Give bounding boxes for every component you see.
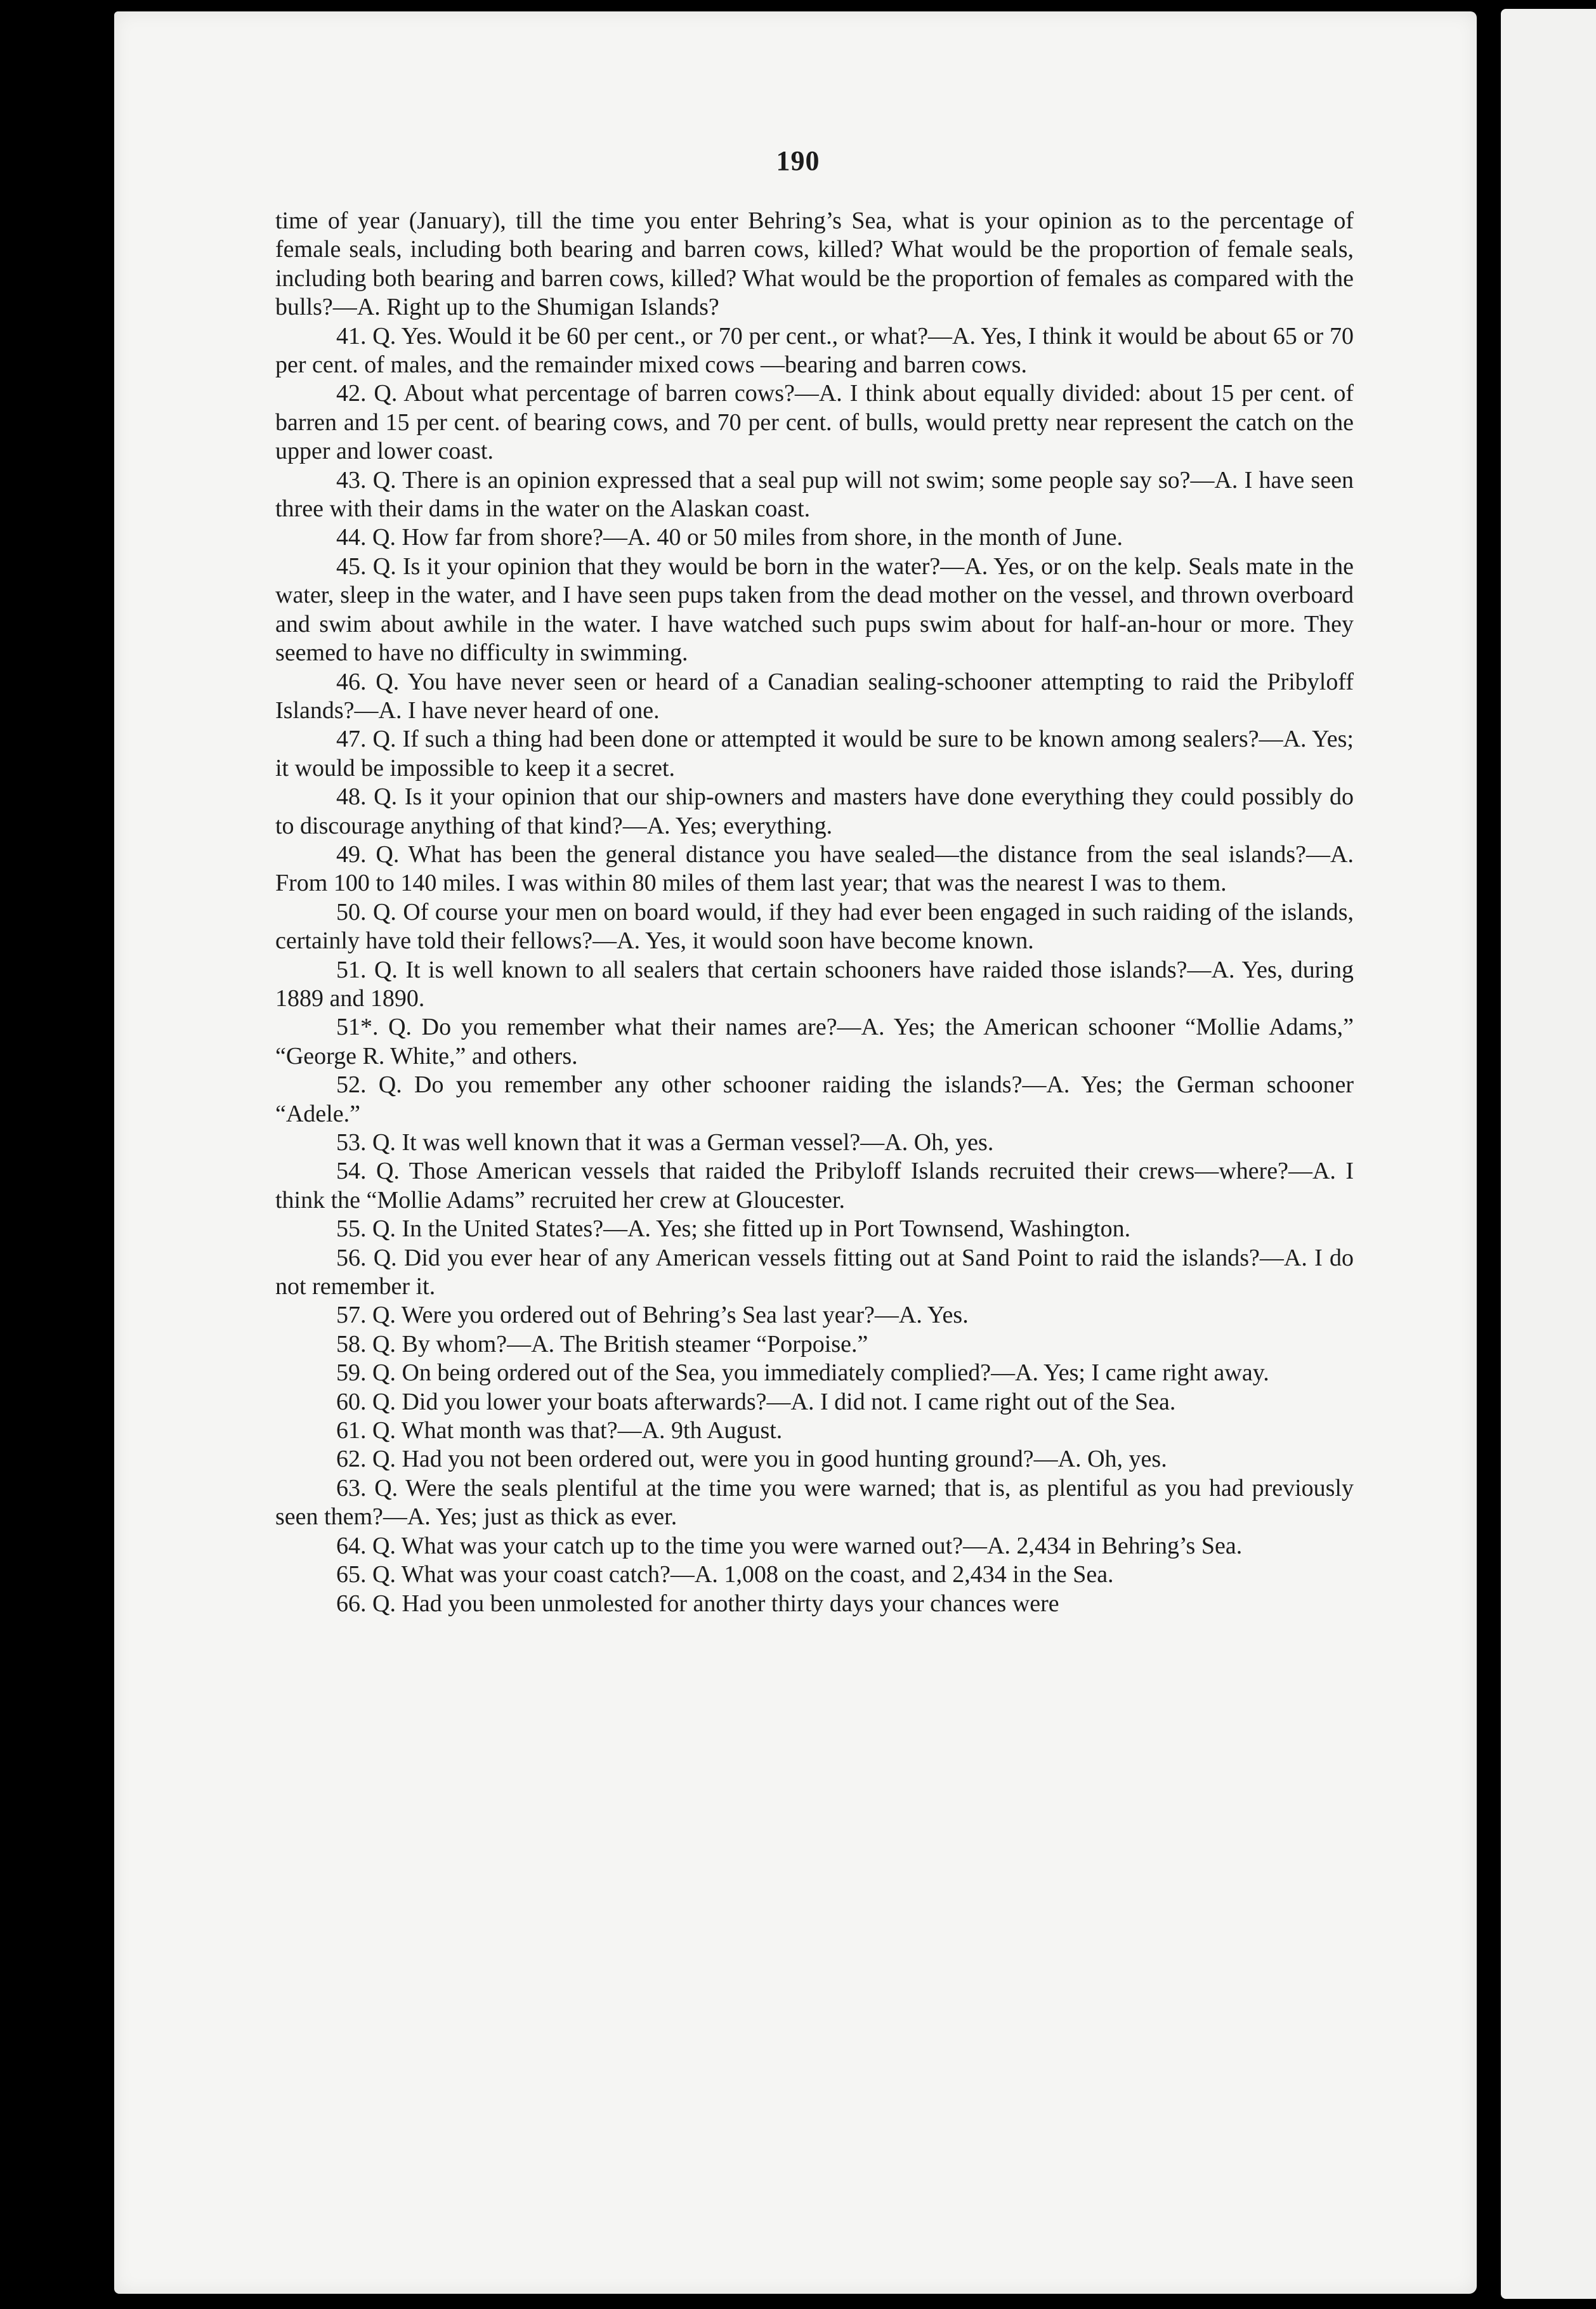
paragraph-q56: 56. Q. Did you ever hear of any American vessels fitting out at Sand Point to raid the islands?—A. I do not remember it. — [275, 1244, 1354, 1300]
paragraph-q51: 51. Q. It is well known to all sealers that certain schooners have raided those islands?—A. Yes, during 1889 and 1890. — [275, 956, 1354, 1012]
paragraph-q63: 63. Q. Were the seals plentiful at the time you were warned; that is, as plentiful as you had previously seen them?—A. Yes; just as thick as ever. — [275, 1474, 1354, 1531]
paragraph-q41: 41. Q. Yes. Would it be 60 per cent., or 70 per cent., or what?—A. Yes, I think it would be about 65 or 70 per cent. of males, and the remainder mixed cows —bearing and barren cows. — [275, 322, 1354, 379]
paragraph-q57: 57. Q. Were you ordered out of Behring’s Sea last year?—A. Yes. — [336, 1302, 969, 1329]
paragraph-q61: 61. Q. What month was that?—A. 9th August. — [336, 1417, 783, 1444]
paragraph-q62: 62. Q. Had you not been ordered out, were you in good hunting ground?—A. Oh, yes. — [336, 1446, 1167, 1473]
paragraph-continuation: time of year (January), till the time you enter Behring’s Sea, what is your opinion as to the percentage of female seals, including both bearing and barren cows, killed? What would be the proportion of female seals, including both bearing and barren cows, killed? What would be the proportion of females as compared with the bulls?—A. Right up to the Shumigan Islands? — [275, 207, 1354, 321]
page-number: 190 — [776, 145, 820, 176]
paragraph-q53: 53. Q. It was well known that it was a German vessel?—A. Oh, yes. — [336, 1129, 994, 1156]
paragraph-q45: 45. Q. Is it your opinion that they would be born in the water?—A. Yes, or on the kelp. Seals mate in the water, sleep in the water, and I have seen pups taken from the dead mother on the vessel, and thrown overboard and swim about awhile in the water. I have watched such pups swim about for half-an-hour or more. They seemed to have no difficulty in swimming. — [275, 553, 1354, 667]
paragraph-q49: 49. Q. What has been the general distance you have sealed—the distance from the seal islands?—A. From 100 to 140 miles. I was within 80 miles of them last year; that was the nearest I was to them. — [275, 841, 1354, 897]
paragraph-q64: 64. Q. What was your catch up to the time you were warned out?—A. 2,434 in Behring’s Sea. — [336, 1532, 1243, 1559]
paragraph-q60: 60. Q. Did you lower your boats afterwards?—A. I did not. I came right out of the Sea. — [336, 1388, 1176, 1415]
paragraph-q43: 43. Q. There is an opinion expressed that a seal pup will not swim; some people say so?—A. I have seen three with their dams in the water on the Alaskan coast. — [275, 466, 1354, 523]
paragraph-q42: 42. Q. About what percentage of barren cows?—A. I think about equally divided: about 15 per cent. of barren and 15 per cent. of bearing cows, and 70 per cent. of bulls, would pretty near represent the catch on the upper and lower coast. — [275, 380, 1354, 465]
adjacent-page-edge — [1501, 9, 1596, 2299]
testimony-text — [275, 207, 1354, 1618]
paragraph-q54: 54. Q. Those American vessels that raided the Pribyloff Islands recruited their crews—where?—A. I think the “Mollie Adams” recruited her crew at Gloucester. — [275, 1158, 1354, 1213]
paragraph-q52: 52. Q. Do you remember any other schooner raiding the islands?—A. Yes; the German schooner “Adele.” — [275, 1071, 1354, 1127]
paragraph-q51-star: 51*. Q. Do you remember what their names are?—A. Yes; the American schooner “Mollie Adams,” “George R. White,” and others. — [275, 1014, 1354, 1069]
paragraph-q65: 65. Q. What was your coast catch?—A. 1,008 on the coast, and 2,434 in the Sea. — [336, 1561, 1114, 1588]
paragraph-q55: 55. Q. In the United States?—A. Yes; she fitted up in Port Townsend, Washington. — [336, 1215, 1131, 1243]
paragraph-q48: 48. Q. Is it your opinion that our ship-owners and masters have done everything they could possibly do to discourage anything of that kind?—A. Yes; everything. — [275, 783, 1354, 839]
paragraph-q50: 50. Q. Of course your men on board would, if they had ever been engaged in such raiding of the islands, certainly have told their fellows?—A. Yes, it would soon have become known. — [275, 898, 1354, 955]
paragraph-q66: 66. Q. Had you been unmolested for another thirty days your chances were — [336, 1590, 1059, 1617]
paragraph-q58: 58. Q. By whom?—A. The British steamer “Porpoise.” — [336, 1330, 868, 1357]
paragraph-q47: 47. Q. If such a thing had been done or attempted it would be sure to be known among sealers?—A. Yes; it would be impossible to keep it a secret. — [275, 726, 1354, 782]
paragraph-q46: 46. Q. You have never seen or heard of a Canadian sealing-schooner attempting to raid the Pribyloff Islands?—A. I have never heard of one. — [275, 668, 1354, 724]
paragraph-q44: 44. Q. How far from shore?—A. 40 or 50 miles from shore, in the month of June. — [336, 524, 1123, 551]
paragraph-q59: 59. Q. On being ordered out of the Sea, you immediately complied?—A. Yes; I came right away. — [336, 1359, 1269, 1387]
